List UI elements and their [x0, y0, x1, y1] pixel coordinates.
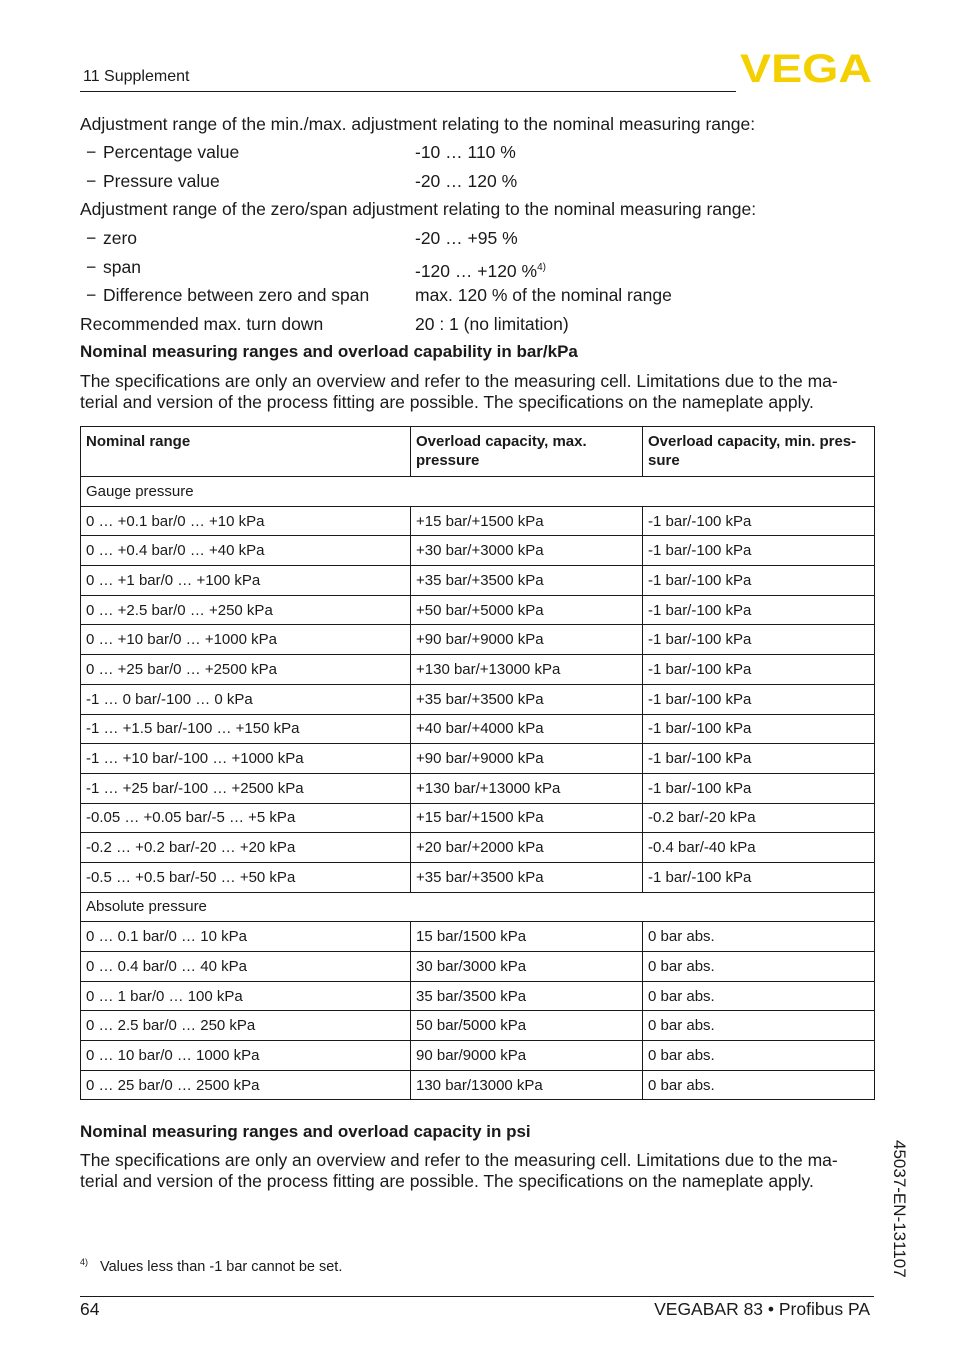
table-cell: +15 bar/+1500 kPa: [411, 506, 643, 536]
table-cell: 0 … +1 bar/0 … +100 kPa: [81, 566, 411, 596]
dash: −: [86, 285, 97, 305]
section-heading-bar: Nominal measuring ranges and overload capability in bar/kPa: [80, 342, 578, 361]
table-cell: 0 … +2.5 bar/0 … +250 kPa: [81, 595, 411, 625]
table-cell: -1 bar/-100 kPa: [643, 714, 875, 744]
vega-logo: [740, 50, 874, 86]
table-row: [81, 922, 875, 952]
table-row: [81, 744, 875, 774]
section-bar-text-1: The specifications are only an overview and refer to the measuring cell. Limitations due to the ma-: [80, 371, 838, 391]
table-cell: 0 … +10 bar/0 … +1000 kPa: [81, 625, 411, 655]
table-cell: -1 bar/-100 kPa: [643, 536, 875, 566]
dash: −: [86, 228, 97, 248]
spec-value: 20 : 1 (no limitation): [415, 314, 569, 334]
table-header: Overload capacity, max. pressure: [411, 427, 643, 477]
table-cell: 90 bar/9000 kPa: [411, 1041, 643, 1071]
table-cell: 0 … 0.4 bar/0 … 40 kPa: [81, 952, 411, 982]
table-cell: -1 bar/-100 kPa: [643, 744, 875, 774]
footnote-marker: 4): [80, 1257, 89, 1267]
table-row: [81, 684, 875, 714]
table-cell: -1 … 0 bar/-100 … 0 kPa: [81, 684, 411, 714]
table-header: Overload capacity, min. pres- sure: [643, 427, 875, 477]
table-cell: 0 … +0.4 bar/0 … +40 kPa: [81, 536, 411, 566]
table-cell: -0.05 … +0.05 bar/-5 … +5 kPa: [81, 803, 411, 833]
table-cell: +40 bar/+4000 kPa: [411, 714, 643, 744]
dash: −: [86, 171, 97, 191]
table-cell: -0.5 … +0.5 bar/-50 … +50 kPa: [81, 862, 411, 892]
table-body: [81, 477, 875, 1100]
table-row: [81, 625, 875, 655]
table-row: [81, 862, 875, 892]
table-cell: -0.2 … +0.2 bar/-20 … +20 kPa: [81, 833, 411, 863]
table-row: [81, 566, 875, 596]
section-heading-psi: Nominal measuring ranges and overload capacity in psi: [80, 1122, 531, 1141]
section-bar-text-2: terial and version of the process fitting are possible. The specifications on the nameplate apply.: [80, 392, 814, 412]
table-cell: +50 bar/+5000 kPa: [411, 595, 643, 625]
table-cell: 130 bar/13000 kPa: [411, 1070, 643, 1100]
table-cell: 0 bar abs.: [643, 952, 875, 982]
table-cell: 0 … +0.1 bar/0 … +10 kPa: [81, 506, 411, 536]
table-row: [81, 1041, 875, 1071]
table-group-row: [81, 477, 875, 507]
table-cell: -1 bar/-100 kPa: [643, 773, 875, 803]
footnote: [80, 1257, 342, 1275]
table-cell: +30 bar/+3000 kPa: [411, 536, 643, 566]
table-row: [81, 595, 875, 625]
spec-label: Difference between zero and span: [103, 285, 370, 305]
table-group-row: [81, 892, 875, 922]
footer-rule: [80, 1296, 874, 1297]
table-group-label: Absolute pressure: [81, 892, 875, 922]
spec-value: -10 … 110 %: [415, 142, 516, 162]
table-cell: 0 … 0.1 bar/0 … 10 kPa: [81, 922, 411, 952]
table-header-row: [81, 427, 875, 477]
table-row: [81, 833, 875, 863]
table-cell: +130 bar/+13000 kPa: [411, 773, 643, 803]
table-cell: 0 … 10 bar/0 … 1000 kPa: [81, 1041, 411, 1071]
table-cell: 0 … 2.5 bar/0 … 250 kPa: [81, 1011, 411, 1041]
spec-label: zero: [103, 228, 138, 248]
table-group-label: Gauge pressure: [81, 477, 875, 507]
section-label: 11 Supplement: [83, 68, 190, 85]
table-cell: +90 bar/+9000 kPa: [411, 625, 643, 655]
table-cell: -0.4 bar/-40 kPa: [643, 833, 875, 863]
footnote-text: Values less than -1 bar cannot be set.: [100, 1259, 343, 1275]
table-cell: -1 bar/-100 kPa: [643, 625, 875, 655]
zerospan-intro: Adjustment range of the zero/span adjustment relating to the nominal measuring range:: [80, 199, 757, 219]
table-cell: 0 … +25 bar/0 … +2500 kPa: [81, 655, 411, 685]
header-rule: [80, 91, 736, 92]
table-cell: +90 bar/+9000 kPa: [411, 744, 643, 774]
table-cell: -1 bar/-100 kPa: [643, 655, 875, 685]
table-cell: -1 bar/-100 kPa: [643, 862, 875, 892]
span-value-text: -120 … +120 %: [415, 261, 538, 281]
table-row: [81, 981, 875, 1011]
table-cell: 0 … 25 bar/0 … 2500 kPa: [81, 1070, 411, 1100]
table-row: [81, 655, 875, 685]
table-row: [81, 1011, 875, 1041]
table-cell: +20 bar/+2000 kPa: [411, 833, 643, 863]
spec-label: Percentage value: [103, 142, 240, 162]
minmax-intro: Adjustment range of the min./max. adjustment relating to the nominal measuring range:: [80, 114, 756, 134]
table-cell: -1 … +10 bar/-100 … +1000 kPa: [81, 744, 411, 774]
table-cell: 15 bar/1500 kPa: [411, 922, 643, 952]
page-number: 64: [80, 1299, 100, 1319]
table-cell: -1 bar/-100 kPa: [643, 684, 875, 714]
dash: −: [86, 142, 97, 162]
spec-value: [415, 257, 546, 282]
spec-value: max. 120 % of the nominal range: [415, 285, 672, 305]
table-cell: -1 bar/-100 kPa: [643, 566, 875, 596]
table-cell: 30 bar/3000 kPa: [411, 952, 643, 982]
table-cell: -1 … +25 bar/-100 … +2500 kPa: [81, 773, 411, 803]
section-psi-text-2: terial and version of the process fitting are possible. The specifications on the nameplate apply.: [80, 1171, 814, 1191]
table-cell: 50 bar/5000 kPa: [411, 1011, 643, 1041]
table-row: [81, 952, 875, 982]
spec-label: Pressure value: [103, 171, 220, 191]
table-cell: +35 bar/+3500 kPa: [411, 566, 643, 596]
spec-label: Recommended max. turn down: [80, 314, 324, 334]
table-row: [81, 536, 875, 566]
spec-label: span: [103, 257, 141, 277]
table-row: [81, 506, 875, 536]
table-cell: 0 … 1 bar/0 … 100 kPa: [81, 981, 411, 1011]
table-row: [81, 714, 875, 744]
table-cell: 0 bar abs.: [643, 1041, 875, 1071]
table-cell: 0 bar abs.: [643, 922, 875, 952]
table-cell: +35 bar/+3500 kPa: [411, 684, 643, 714]
table-row: [81, 803, 875, 833]
table-cell: 0 bar abs.: [643, 981, 875, 1011]
table-cell: +130 bar/+13000 kPa: [411, 655, 643, 685]
table-header: Nominal range: [81, 427, 411, 477]
section-psi-text-1: The specifications are only an overview and refer to the measuring cell. Limitations due to the ma-: [80, 1150, 838, 1170]
table-cell: 35 bar/3500 kPa: [411, 981, 643, 1011]
ranges-table: [80, 426, 875, 1100]
table-cell: +35 bar/+3500 kPa: [411, 862, 643, 892]
spec-value: -20 … 120 %: [415, 171, 518, 191]
vega-logo-text: VEGA: [740, 50, 872, 86]
document-id: 45037-EN-131107: [890, 1140, 909, 1278]
product-name: VEGABAR 83 • Profibus PA: [654, 1299, 870, 1319]
spec-value: -20 … +95 %: [415, 228, 518, 248]
table-row: [81, 1070, 875, 1100]
table-row: [81, 773, 875, 803]
footnote-ref: 4): [537, 262, 546, 273]
table-cell: -1 bar/-100 kPa: [643, 595, 875, 625]
dash: −: [86, 257, 97, 277]
table-cell: 0 bar abs.: [643, 1070, 875, 1100]
table-cell: -1 bar/-100 kPa: [643, 506, 875, 536]
table-cell: +15 bar/+1500 kPa: [411, 803, 643, 833]
table-cell: -1 … +1.5 bar/-100 … +150 kPa: [81, 714, 411, 744]
table-cell: 0 bar abs.: [643, 1011, 875, 1041]
table-cell: -0.2 bar/-20 kPa: [643, 803, 875, 833]
